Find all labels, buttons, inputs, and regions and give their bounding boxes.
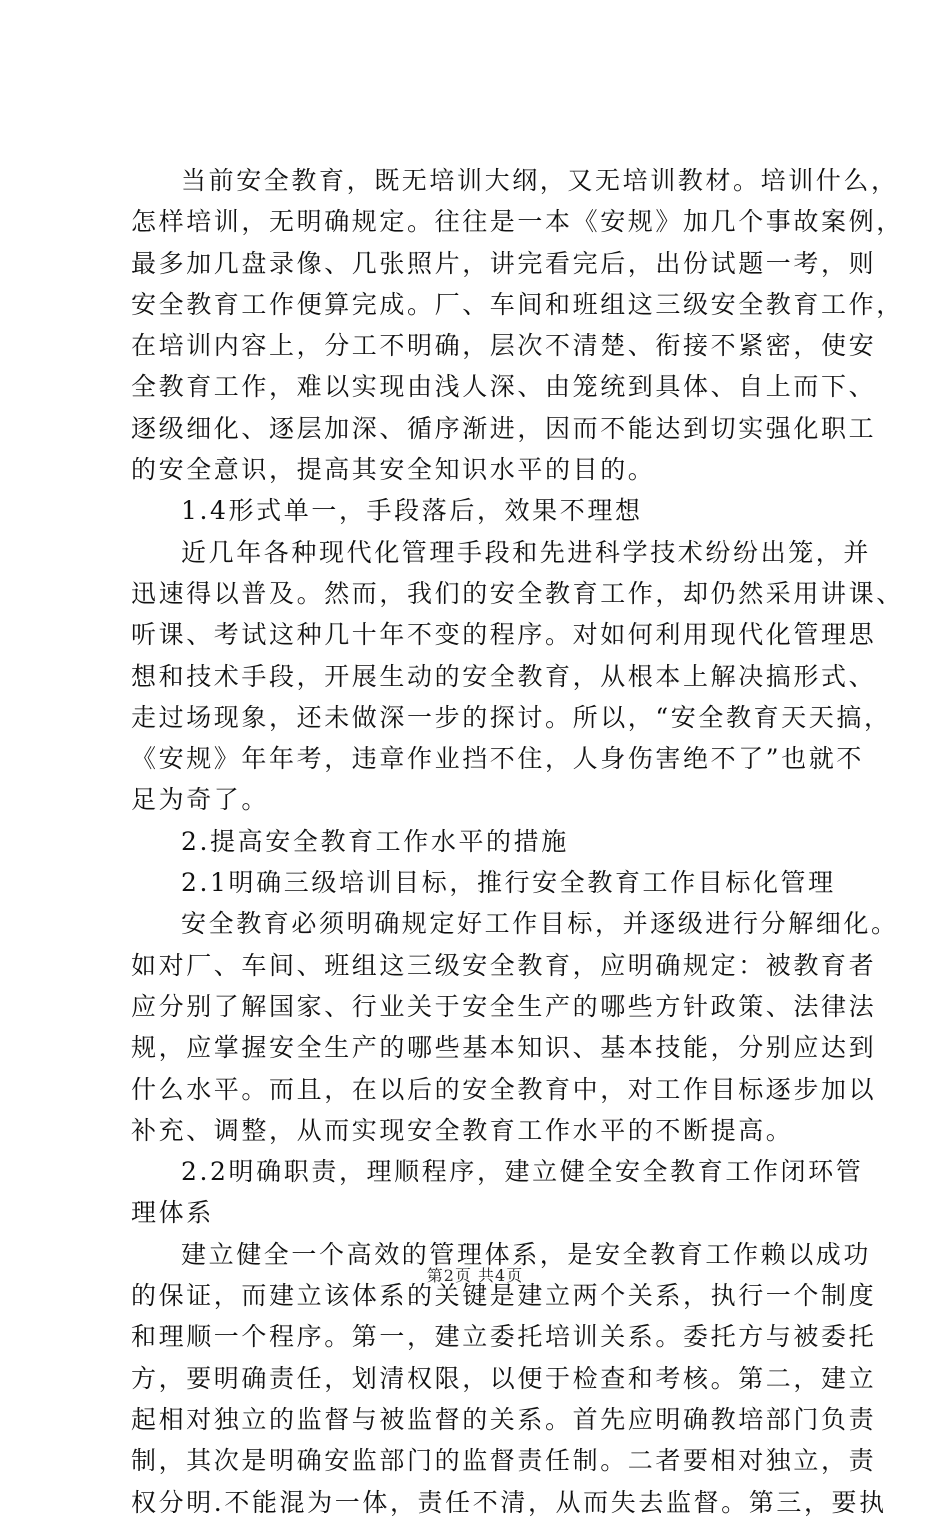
page-number-footer: 第2页 共4页: [426, 1266, 524, 1285]
text-line: 想和技术手段，开展生动的安全教育，从根本上解决搞形式、: [131, 661, 877, 691]
section-heading-2-1: [131, 862, 836, 903]
section-heading-2: [131, 821, 831, 862]
text-line: 规，应掌握安全生产的哪些基本知识、基本技能，分别应达到: [131, 1033, 877, 1063]
text-line: 走过场现象，还未做深一步的探讨。所以，“安全教育天天搞，: [131, 702, 892, 732]
text-line: 听课、考试这种几十年不变的程序。对如何利用现代化管理思: [131, 620, 877, 650]
text-line: 《安规》年年考，违章作业挡不住，人身伤害绝不了”也就不: [131, 744, 864, 774]
paragraph-modern-methods: [131, 532, 904, 821]
text-line: 近几年各种现代化管理手段和先进科学技术纷纷出笼，并: [181, 537, 872, 567]
heading-line: 理体系: [131, 1198, 214, 1228]
text-line: 应分别了解国家、行业关于安全生产的哪些方针政策、法律法: [131, 991, 877, 1021]
text-line: 如对厂、车间、班组这三级安全教育，应明确规定：被教育者: [131, 950, 877, 980]
text-line: 和理顺一个程序。第一，建立委托培训关系。委托方与被委托: [131, 1322, 877, 1352]
text-line: 逐级细化、逐层加深、循序渐进，因而不能达到切实强化职工: [131, 413, 877, 443]
text-line: 当前安全教育，既无培训大纲，又无培训教材。培训什么，: [181, 166, 899, 195]
text-line: 足为奇了。: [131, 785, 270, 815]
text-line: 补充、调整，从而实现安全教育工作水平的不断提高。: [131, 1115, 794, 1145]
text-line: 起相对独立的监督与被监督的关系。首先应明确教培部门负责: [131, 1404, 877, 1434]
text-line: 什么水平。而且，在以后的安全教育中，对工作目标逐步加以: [131, 1074, 877, 1104]
section-heading-2-2: [131, 1151, 864, 1234]
document-body: [131, 160, 904, 1523]
text-line: 在培训内容上，分工不明确，层次不清楚、衔接不紧密，使安: [131, 331, 877, 361]
text-line: 权分明.不能混为一体，责任不清，从而失去监督。第三，要执: [131, 1487, 887, 1517]
text-line: 迅速得以普及。然而，我们的安全教育工作，却仍然采用讲课、: [131, 578, 904, 608]
paragraph-training-goals: [131, 903, 899, 1151]
text-line: 全教育工作，难以实现由浅人深、由笼统到具体、自上而下、: [131, 372, 877, 402]
text-line: 方，要明确责任，划清权限，以便于检查和考核。第二，建立: [131, 1363, 877, 1393]
text-line: 的保证，而建立该体系的关键是建立两个关系，执行一个制度: [131, 1281, 877, 1311]
heading-line: 2.1明确三级培训目标，推行安全教育工作目标化管理: [181, 868, 836, 898]
text-line: 安全教育必须明确规定好工作目标，并逐级进行分解细化。: [181, 909, 899, 939]
heading-line: 1.4形式单一，手段落后，效果不理想: [181, 496, 643, 526]
text-line: 怎样培训，无明确规定。往往是一本《安规》加几个事故案例，: [131, 207, 904, 237]
text-line: 安全教育工作便算完成。厂、车间和班组这三级安全教育工作，: [131, 289, 904, 319]
text-line: 最多加几盘录像、几张照片，讲完看完后，出份试题一考，则: [131, 248, 877, 278]
text-line: 建立健全一个高效的管理体系，是安全教育工作赖以成功: [181, 1239, 872, 1269]
text-line: 的安全意识，提高其安全知识水平的目的。: [131, 455, 656, 485]
heading-line: 2.提高安全教育工作水平的措施: [181, 826, 569, 856]
section-heading-1-4: [131, 490, 831, 531]
text-line: 制，其次是明确安监部门的监督责任制。二者要相对独立，责: [131, 1446, 877, 1476]
heading-line: 2.2明确职责，理顺程序，建立健全安全教育工作闭环管: [181, 1157, 864, 1187]
paragraph-current-safety-education: [131, 160, 904, 490]
